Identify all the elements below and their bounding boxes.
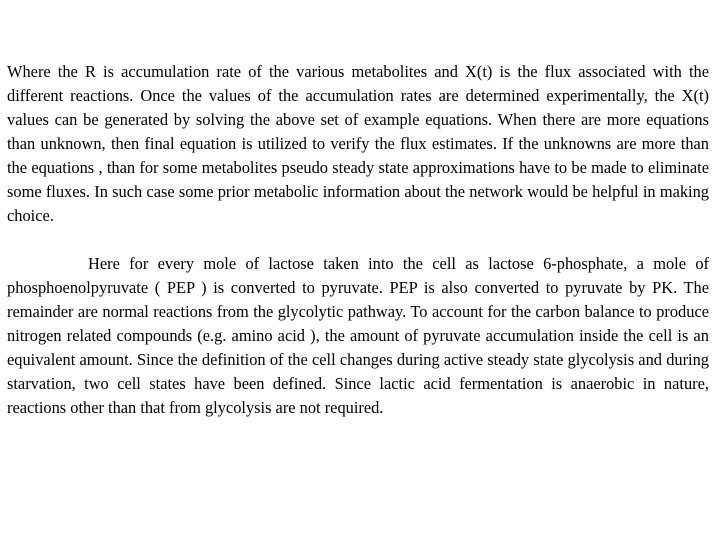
- paragraph-flux-estimation: Where the R is accumulation rate of the various metabolites and X(t) is the flux associated with the different reactions. Once the values of the accumulation rates are determined experimentally, the X(t) values can be generated by solving the above set of example equations. When there are more equations than unknown, then final equation is utilized to verify the flux estimates. If the unknowns are more than the equations , than for some metabolites pseudo steady state approximations have to be made to eliminate some fluxes. In such case some prior metabolic information about the network would be helpful in making choice.: [7, 62, 709, 225]
- document-page: [7, 60, 709, 420]
- paragraph-lactose-metabolism: Here for every mole of lactose taken into the cell as lactose 6-phosphate, a mole of phosphoenolpyruvate ( PEP ) is converted to pyruvate. PEP is also converted to pyruvate by PK. The remainder are normal reactions from the glycolytic pathway. To account for the carbon balance to produce nitrogen related compounds (e.g. amino acid ), the amount of pyruvate accumulation inside the cell is an equivalent amount. Since the definition of the cell changes during active steady state glycolysis and during starvation, two cell states have been defined. Since lactic acid fermentation is anaerobic in nature, reactions other than that from glycolysis are not required.: [7, 254, 709, 417]
